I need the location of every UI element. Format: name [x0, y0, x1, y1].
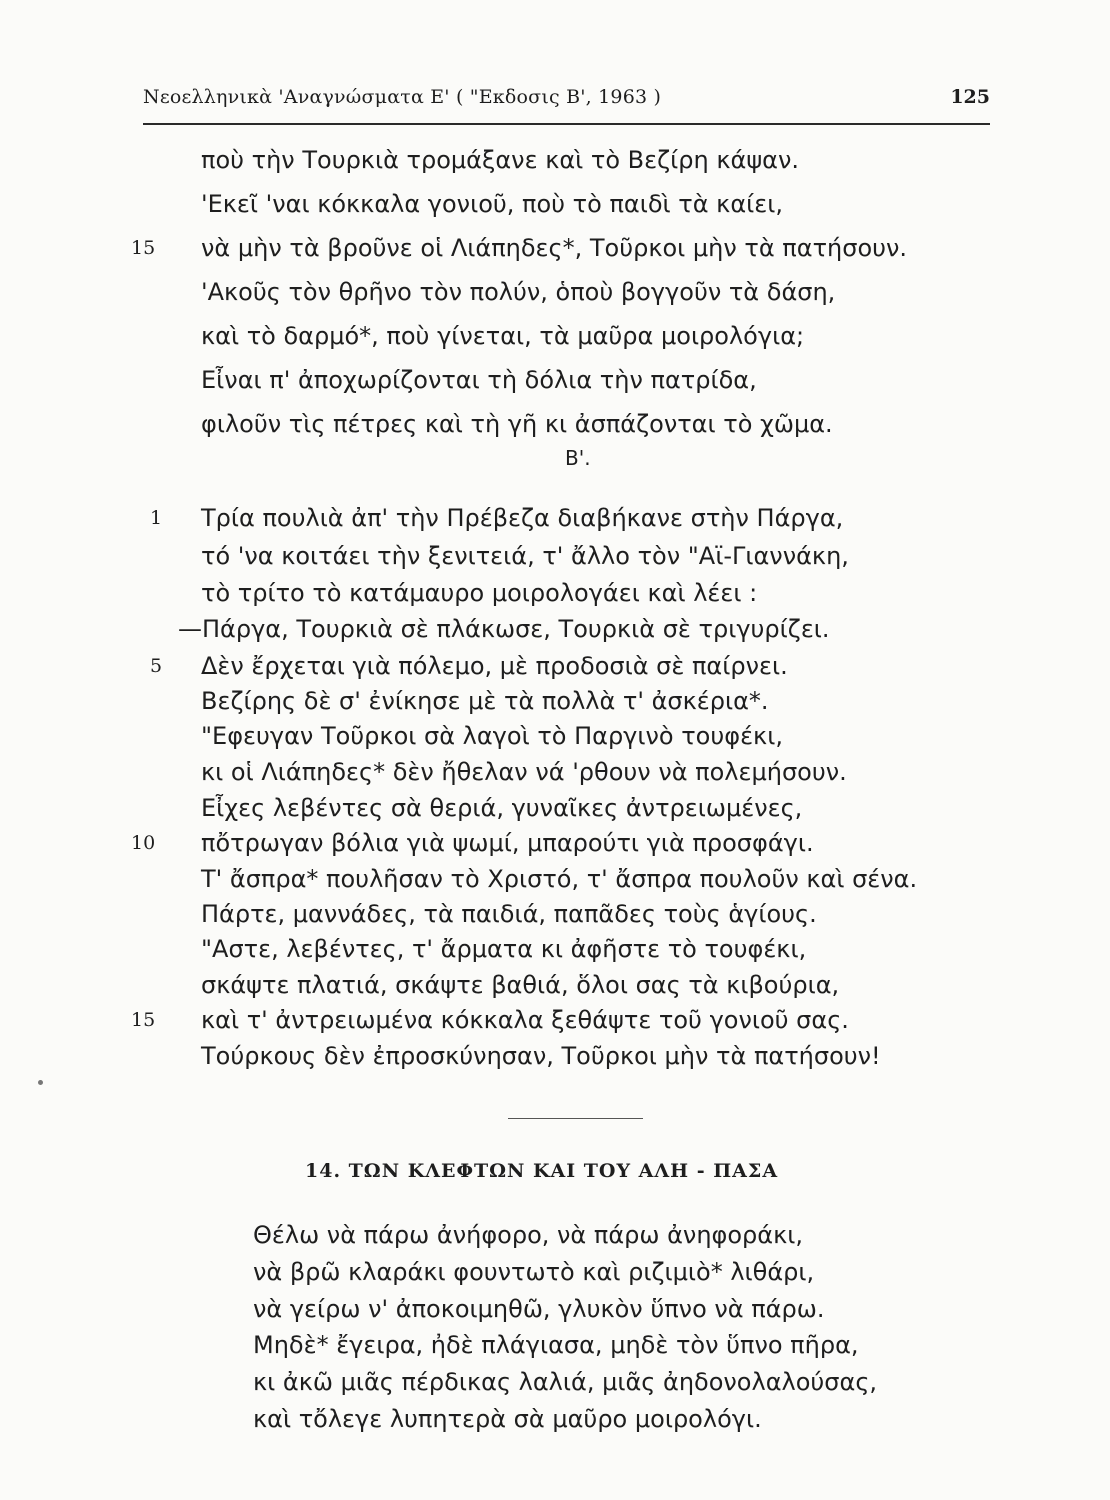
verse-line: —Πάργα, Τουρκιὰ σὲ πλάκωσε, Τουρκιὰ σὲ τριγυρίζει. — [178, 615, 830, 643]
verse-line: Τούρκους δὲν ἐπροσκύνησαν, Τοῦρκοι μὴν τὰ πατήσουν! — [201, 1042, 881, 1070]
page-header — [143, 86, 990, 126]
verse-line: Εἶναι π' ἀποχωρίζονται τὴ δόλια τὴν πατρίδα, — [201, 366, 757, 394]
print-speck — [38, 1080, 43, 1085]
verse-line: πὄτρωγαν βόλια γιὰ ψωμί, μπαρούτι γιὰ προσφάγι. — [201, 829, 814, 857]
page-number: 125 — [950, 86, 990, 108]
verse-line: καὶ τὸ δαρμό*, ποὺ γίνεται, τὰ μαῦρα μοιρολόγια; — [201, 322, 805, 350]
verse-line: φιλοῦν τὶς πέτρες καὶ τὴ γῆ κι ἀσπάζονται τὸ χῶμα. — [201, 410, 833, 438]
verse-line: τὸ τρίτο τὸ κατάμαυρο μοιρολογάει καὶ λέει : — [201, 579, 758, 607]
section-divider — [508, 1118, 643, 1119]
verse-line: 'Ακοῦς τὸν θρῆνο τὸν πολύν, ὁποὺ βογγοῦν τὰ δάση, — [201, 278, 836, 306]
line-number: 15 — [131, 237, 156, 259]
line-number: 10 — [131, 832, 156, 854]
verse-line: τό 'να κοιτάει τὴν ξενιτειά, τ' ἄλλο τὸν "Αϊ-Γιαννάκη, — [201, 542, 849, 570]
verse-line: σκάψτε πλατιά, σκάψτε βαθιά, ὅλοι σας τὰ κιβούρια, — [201, 971, 840, 999]
song-title: 14. ΤΩΝ ΚΛΕΦΤΩΝ ΚΑΙ ΤΟΥ ΑΛΗ - ΠΑΣΑ — [305, 1160, 779, 1182]
verse-line: Πάρτε, μαννάδες, τὰ παιδιά, παπᾶδες τοὺς ἁγίους. — [201, 900, 817, 928]
verse-line: "Εφευγαν Τοῦρκοι σὰ λαγοὶ τὸ Παργινὸ τουφέκι, — [201, 722, 783, 750]
verse-line: Βεζίρης δὲ σ' ἐνίκησε μὲ τὰ πολλὰ τ' ἀσκέρια*. — [201, 687, 769, 715]
verse-line: 'Εκεῖ 'ναι κόκκαλα γονιοῦ, ποὺ τὸ παιδὶ τὰ καίει, — [201, 190, 783, 218]
verse-line: Δὲν ἔρχεται γιὰ πόλεμο, μὲ προδοσιὰ σὲ παίρνει. — [201, 652, 788, 680]
line-number: 1 — [150, 507, 163, 529]
verse-line: ποὺ τὴν Τουρκιὰ τρομάξανε καὶ τὸ Βεζίρη κάψαν. — [201, 146, 800, 174]
line-number: 15 — [131, 1009, 156, 1031]
verse-line: καὶ τὄλεγε λυπητερὰ σὰ μαῦρο μοιρολόγι. — [253, 1405, 762, 1433]
verse-line: νὰ βρῶ κλαράκι φουντωτὸ καὶ ριζιμιὸ* λιθάρι, — [253, 1258, 815, 1286]
section-marker: Β'. — [565, 446, 591, 470]
verse-line: κι ἀκῶ μιᾶς πέρδικας λαλιά, μιᾶς ἀηδονολαλούσας, — [253, 1368, 878, 1396]
verse-line: Εἶχες λεβέντες σὰ θεριά, γυναῖκες ἀντρειωμένες, — [201, 794, 803, 822]
verse-line: Μηδὲ* ἔγειρα, ἠδὲ πλάγιασα, μηδὲ τὸν ὕπνο πῆρα, — [253, 1331, 859, 1359]
verse-line: κι οἱ Λιάπηδες* δὲν ἤθελαν νά 'ρθουν νὰ πολεμήσουν. — [201, 758, 847, 786]
verse-line: νὰ γείρω ν' ἀποκοιμηθῶ, γλυκὸν ὕπνο νὰ πάρω. — [253, 1295, 825, 1323]
verse-line: καὶ τ' ἀντρειωμένα κόκκαλα ξεθάψτε τοῦ γονιοῦ σας. — [201, 1006, 849, 1034]
verse-line: νὰ μὴν τὰ βροῦνε οἱ Λιάπηδες*, Τοῦρκοι μὴν τὰ πατήσουν. — [201, 234, 908, 262]
header-rule — [143, 123, 990, 125]
running-title: Νεοελληνικὰ 'Αναγνώσματα Ε' ( "Εκδοσις Β', 1963 ) — [143, 86, 662, 108]
verse-line: Τρία πουλιὰ ἀπ' τὴν Πρέβεζα διαβήκανε στὴν Πάργα, — [201, 504, 844, 532]
verse-line: "Αστε, λεβέντες, τ' ἄρματα κι ἀφῆστε τὸ τουφέκι, — [201, 935, 807, 963]
line-number: 5 — [150, 655, 163, 677]
verse-line: Τ' ἄσπρα* πουλῆσαν τὸ Χριστό, τ' ἄσπρα πουλοῦν καὶ σένα. — [201, 865, 918, 893]
verse-line: Θέλω νὰ πάρω ἀνήφορο, νὰ πάρω ἀνηφοράκι, — [253, 1221, 803, 1249]
